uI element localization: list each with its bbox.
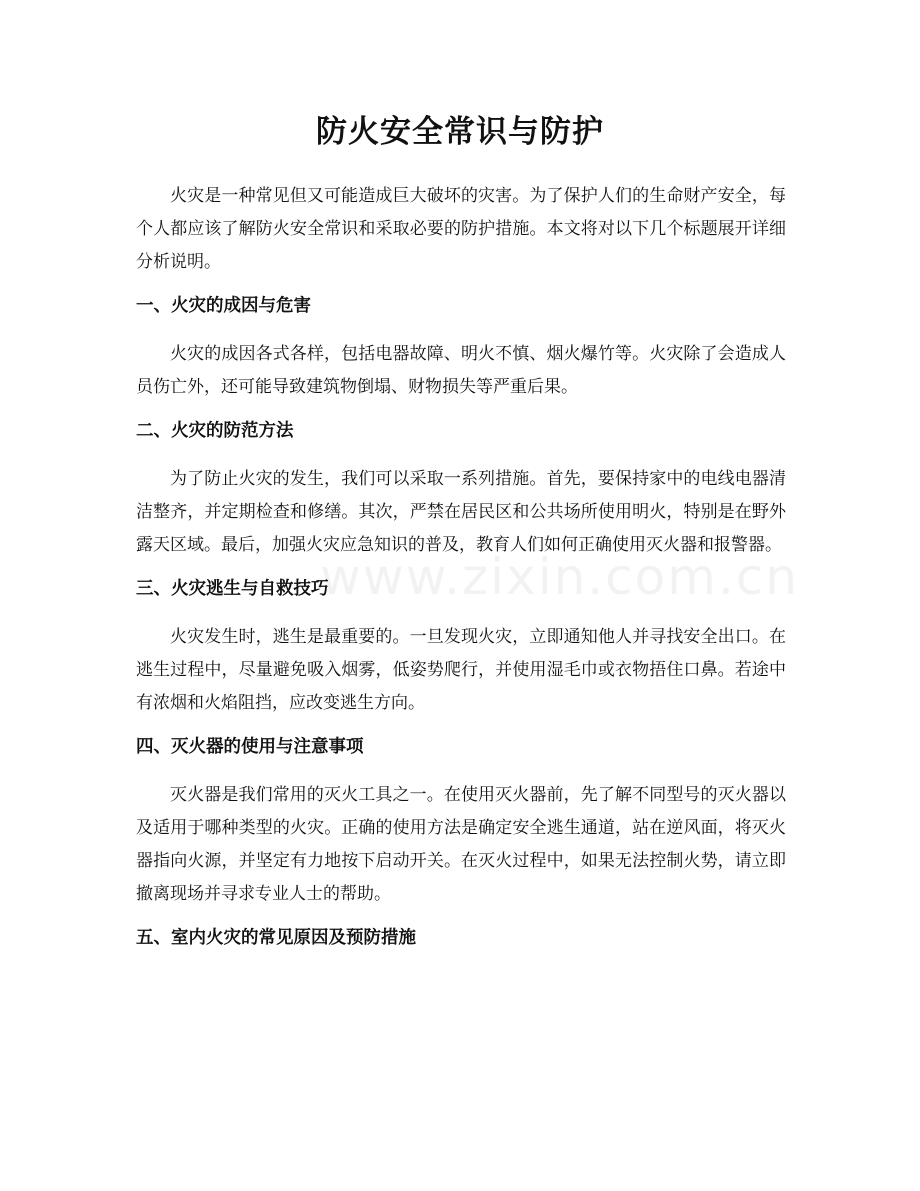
section-paragraph-2: 为了防止火灾的发生，我们可以采取一系列措施。首先，要保持家中的电线电器清洁整齐，并定期检查和修缮。其次，严禁在居民区和公共场所使用明火，特别是在野外露天区域。最后，加强火灾应急知识的普及，教育人们如何正确使用灭火器和报警器。 [136, 469, 786, 555]
section-heading-4: 四、灭火器的使用与注意事项 [136, 737, 364, 757]
section-heading-3: 三、火灾逃生与自救技巧 [136, 579, 329, 599]
section-heading-2: 二、火灾的防范方法 [136, 421, 294, 441]
watermark: www.zixin.com.cn [320, 548, 800, 606]
section-heading-5: 五、室内火灾的常见原因及预防措施 [136, 928, 416, 948]
section-paragraph-4: 灭火器是我们常用的灭火工具之一。在使用灭火器前，先了解不同型号的灭火器以及适用于哪种类型的火灾。正确的使用方法是确定安全逃生通道，站在逆风面，将灭火器指向火源，并坚定有力地按下启动开关。在灭火过程中，如果无法控制火势，请立即撤离现场并寻求专业人士的帮助。 [136, 785, 786, 904]
section-paragraph-1: 火灾的成因各式各样，包括电器故障、明火不慎、烟火爆竹等。火灾除了会造成人员伤亡外，还可能导致建筑物倒塌、财物损失等严重后果。 [136, 344, 786, 397]
document-body [136, 180, 786, 955]
document-title: 防火安全常识与防护 [316, 114, 604, 150]
section-paragraph-3: 火灾发生时，逃生是最重要的。一旦发现火灾，立即通知他人并寻找安全出口。在逃生过程中，尽量避免吸入烟雾，低姿势爬行，并使用湿毛巾或衣物捂住口鼻。若途中有浓烟和火焰阻挡，应改变逃生方向。 [136, 627, 786, 713]
section-heading-1: 一、火灾的成因与危害 [136, 296, 311, 316]
intro-paragraph: 火灾是一种常见但又可能造成巨大破坏的灾害。为了保护人们的生命财产安全，每个人都应该了解防火安全常识和采取必要的防护措施。本文将对以下几个标题展开详细分析说明。 [136, 186, 786, 272]
